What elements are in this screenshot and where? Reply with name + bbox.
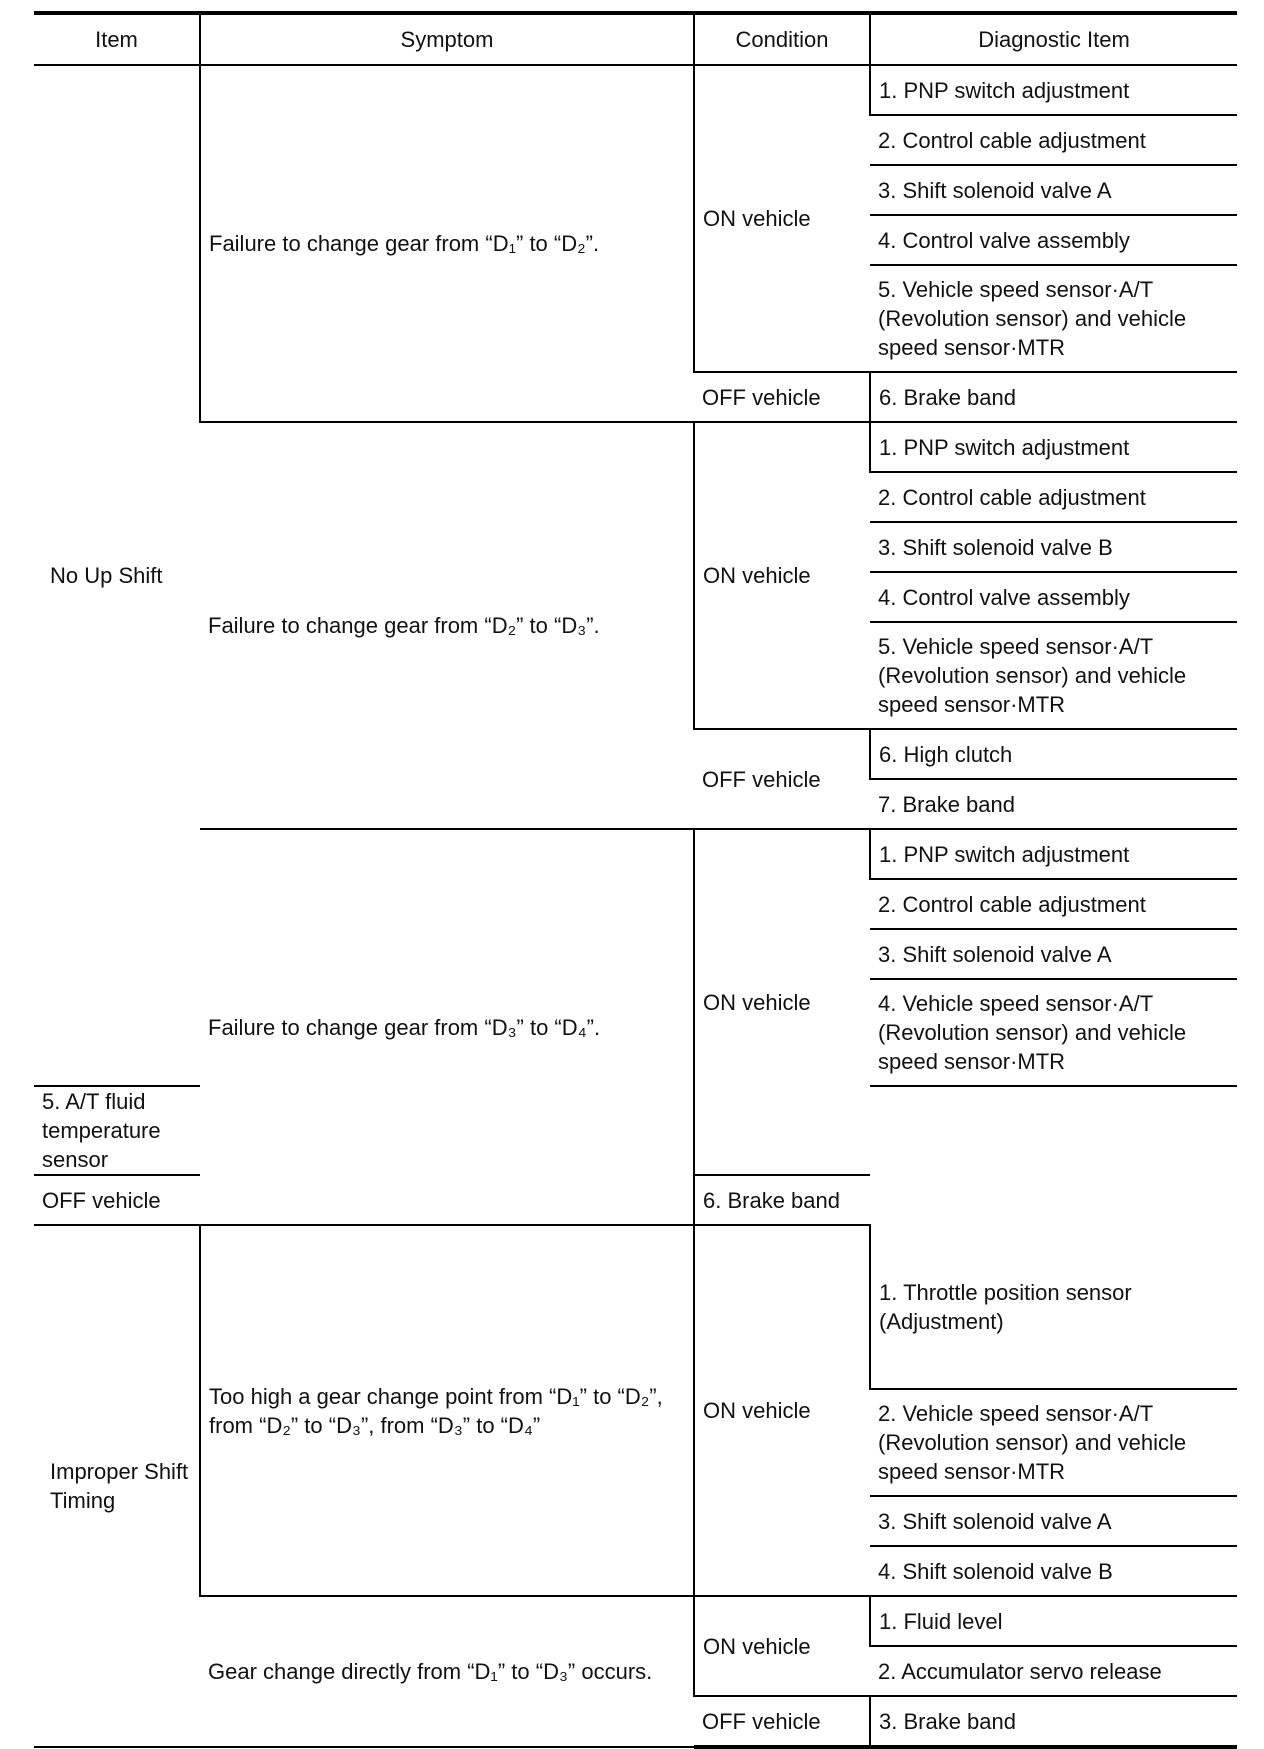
- diagnostic-cell: 7. Brake band: [870, 779, 1237, 829]
- diagnostic-cell: 3. Shift solenoid valve B: [870, 522, 1237, 572]
- diagnostic-cell: 5. A/T fluid temperature sensor: [34, 1086, 200, 1175]
- symptom-cell: Failure to change gear from “D₃” to “D₄”.: [200, 829, 694, 1225]
- symptom-cell: Failure to change gear from “D₂” to “D₃”.: [200, 422, 694, 829]
- symptom-cell: Failure to change gear from “D₁” to “D₂”.: [200, 65, 694, 422]
- diagnostic-cell: 3. Brake band: [870, 1696, 1237, 1747]
- diagnostic-cell: 3. Shift solenoid valve A: [870, 929, 1237, 979]
- diagnostic-cell: 1. Throttle position sensor (Adjustment): [870, 1225, 1237, 1389]
- condition-cell: OFF vehicle: [34, 1175, 200, 1225]
- table-row: [34, 1596, 1237, 1646]
- diagnostic-cell: 2. Control cable adjustment: [870, 472, 1237, 522]
- diagnostic-cell: 3. Shift solenoid valve A: [870, 1496, 1237, 1546]
- item-cell: No Up Shift: [34, 65, 200, 1086]
- diagnostic-cell: 1. Fluid level: [870, 1596, 1237, 1646]
- condition-cell: ON vehicle: [694, 422, 870, 729]
- diagnostic-cell: 1. PNP switch adjustment: [870, 422, 1237, 472]
- header-condition: Condition: [694, 13, 870, 65]
- table-row: [34, 1225, 1237, 1389]
- condition-cell: ON vehicle: [694, 1596, 870, 1696]
- symptom-cell: Too high a gear change point from “D₁” to “D₂”, from “D₂” to “D₃”, from “D₃” to “D₄”: [200, 1225, 694, 1596]
- diagnostic-cell: 1. PNP switch adjustment: [870, 829, 1237, 879]
- condition-cell: ON vehicle: [694, 829, 870, 1175]
- item-cell: Improper Shift Timing: [34, 1225, 200, 1747]
- diagnostic-cell: 4. Control valve assembly: [870, 572, 1237, 622]
- condition-cell: ON vehicle: [694, 65, 870, 372]
- diagnostic-cell: 2. Vehicle speed sensor·A/T (Revolution sensor) and vehicle speed sensor·MTR: [870, 1389, 1237, 1496]
- condition-cell: OFF vehicle: [694, 729, 870, 829]
- diagnostic-cell: 2. Control cable adjustment: [870, 879, 1237, 929]
- condition-cell: ON vehicle: [694, 1225, 870, 1596]
- table-row: [34, 422, 1237, 472]
- diagnostic-table: [34, 11, 1237, 1749]
- diagnostic-cell: 6. Brake band: [694, 1175, 870, 1225]
- diagnostic-cell: 1. PNP switch adjustment: [870, 65, 1237, 115]
- diagnostic-cell: 4. Shift solenoid valve B: [870, 1546, 1237, 1596]
- header-row: [34, 13, 1237, 65]
- header-item: Item: [34, 13, 200, 65]
- table-row: [34, 65, 1237, 115]
- header-diagnostic: Diagnostic Item: [870, 13, 1237, 65]
- diagnostic-cell: 2. Accumulator servo release: [870, 1646, 1237, 1696]
- table-row: [34, 829, 1237, 879]
- diagnostic-cell: 5. Vehicle speed sensor·A/T (Revolution sensor) and vehicle speed sensor·MTR: [870, 622, 1237, 729]
- header-symptom: Symptom: [200, 13, 694, 65]
- diagnostic-cell: 2. Control cable adjustment: [870, 115, 1237, 165]
- diagnostic-cell: 5. Vehicle speed sensor·A/T (Revolution sensor) and vehicle speed sensor·MTR: [870, 265, 1237, 372]
- diagnostic-cell: 3. Shift solenoid valve A: [870, 165, 1237, 215]
- diagnostic-cell: 4. Control valve assembly: [870, 215, 1237, 265]
- diagnostic-cell: 6. High clutch: [870, 729, 1237, 779]
- diagnostic-cell: 6. Brake band: [870, 372, 1237, 422]
- diagnostic-cell: 4. Vehicle speed sensor·A/T (Revolution sensor) and vehicle speed sensor·MTR: [870, 979, 1237, 1086]
- condition-cell: OFF vehicle: [694, 372, 870, 422]
- condition-cell: OFF vehicle: [694, 1696, 870, 1747]
- symptom-cell: Gear change directly from “D₁” to “D₃” occurs.: [200, 1596, 694, 1747]
